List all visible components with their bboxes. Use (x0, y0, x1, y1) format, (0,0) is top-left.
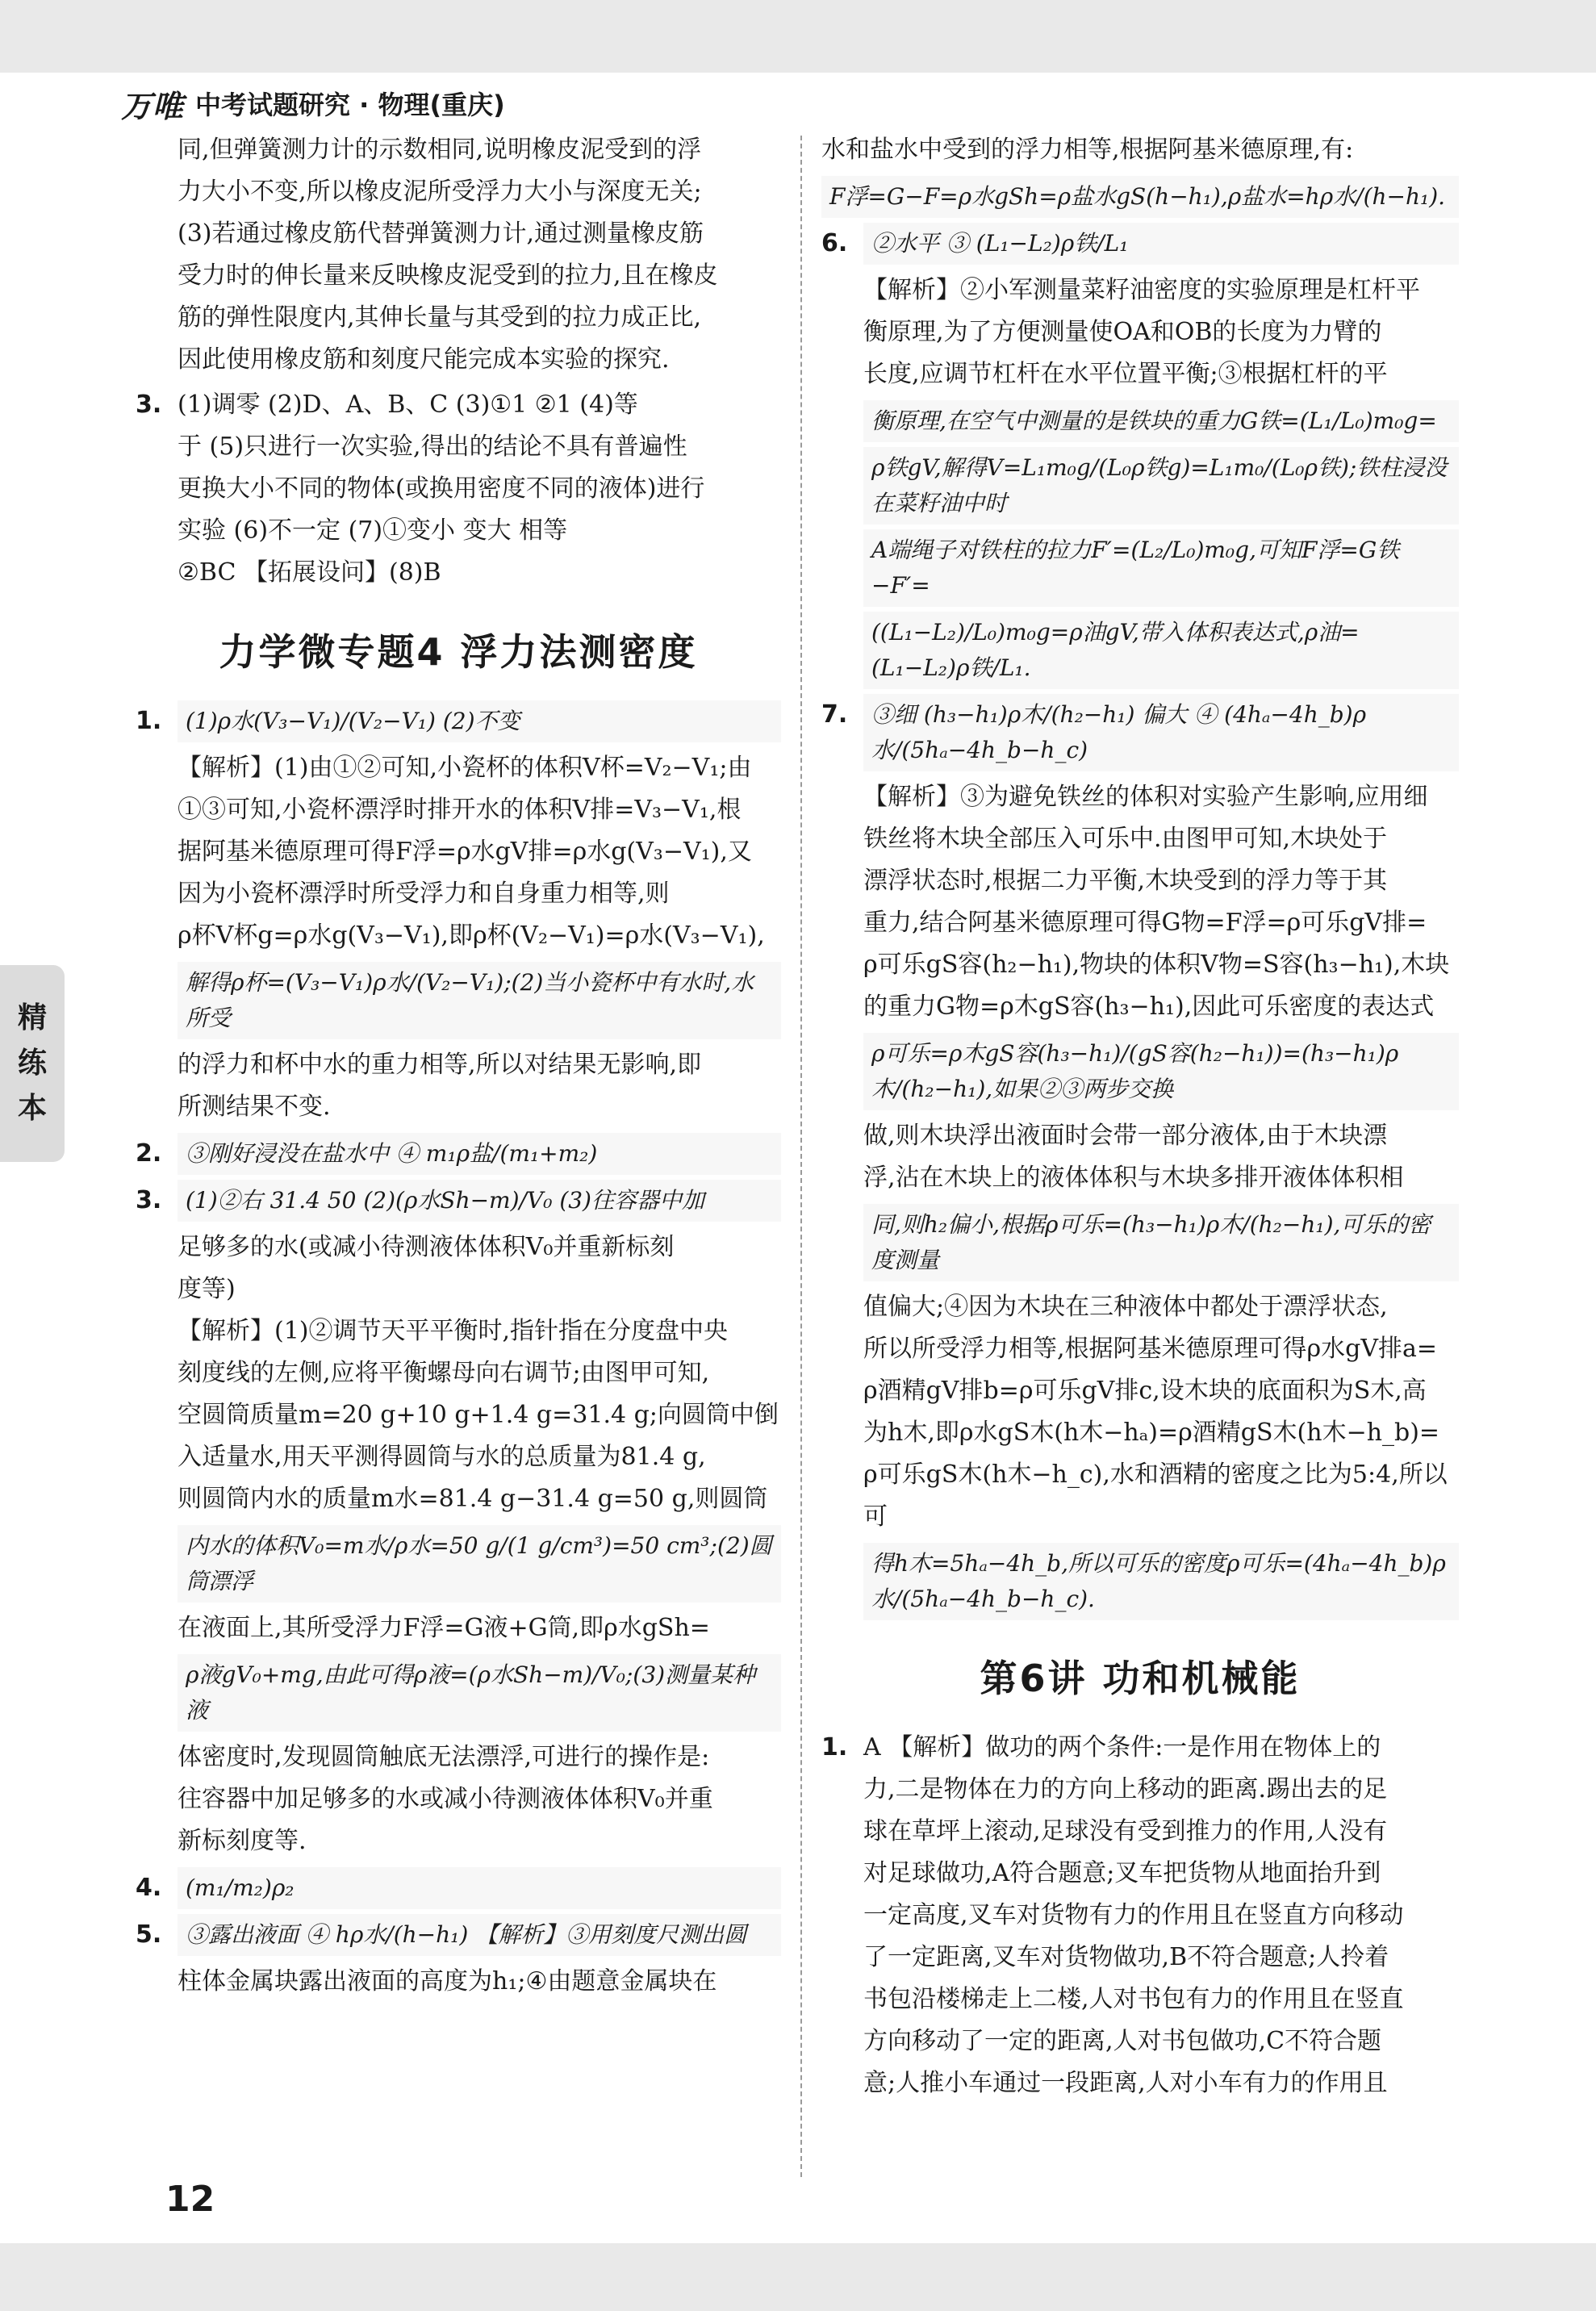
column-divider (800, 136, 802, 2177)
text-line: 的重力G物=ρ木gS容(h₃−h₁),因此可乐密度的表达式 (863, 993, 1435, 1021)
answer-item (136, 1914, 781, 2003)
continuation-text (178, 129, 781, 381)
text-line: 一定高度,叉车对货物有力的作用且在竖直方向移动 (863, 1901, 1404, 1929)
right-column (821, 129, 1459, 2108)
item-number: 4. (136, 1874, 162, 1902)
text-line: 的浮力和杯中水的重力相等,所以对结果无影响,即 (178, 1051, 702, 1079)
text-line: ρ杯V杯g=ρ水g(V₃−V₁),即ρ杯(V₂−V₁)=ρ水(V₃−V₁), (178, 921, 765, 950)
page-number: 12 (165, 2179, 215, 2220)
text-line: ρ可乐gS木(h木−h_c),水和酒精的密度之比为5:4,所以可 (863, 1461, 1448, 1531)
answer-item (136, 1180, 781, 1862)
formula-line: (1)②右 31.4 50 (2)(ρ水Sh−m)/V₀ (3)往容器中加 (178, 1180, 781, 1222)
formula-line: (m₁/m₂)ρ₂ (178, 1867, 781, 1909)
answer-item (821, 223, 1459, 689)
formula-line: ρ液gV₀+mg,由此可得ρ液=(ρ水Sh−m)/V₀;(3)测量某种液 (178, 1654, 781, 1732)
item-number: 3. (136, 1186, 162, 1214)
formula-line: 解得ρ杯=(V₃−V₁)ρ水/(V₂−V₁);(2)当小瓷杯中有水时,水所受 (178, 962, 781, 1039)
text-line: 足够多的水(或减小待测液体体积V₀并重新标刻 (178, 1233, 675, 1261)
item-number: 2. (136, 1139, 162, 1168)
text-line: ρ酒精gV排b=ρ可乐gV排c,设木块的底面积为S木,高 (863, 1377, 1427, 1405)
item-number: 1. (821, 1733, 848, 1761)
text-line: 度等) (178, 1275, 236, 1303)
formula-line: 同,则h₂偏小,根据ρ可乐=(h₃−h₁)ρ木/(h₂−h₁),可乐的密度测量 (863, 1204, 1459, 1281)
formula-line: 得h木=5hₐ−4h_b,所以可乐的密度ρ可乐=(4hₐ−4h_b)ρ水/(5hₐ−4h_b−h_c). (863, 1543, 1459, 1620)
text-line: ρ可乐gS容(h₂−h₁),物块的体积V物=S容(h₃−h₁),木块 (863, 951, 1450, 979)
section-title: 第6讲 功和机械能 (980, 1657, 1301, 1700)
section-title: 力学微专题4 浮力法测密度 (219, 630, 698, 674)
text-line: 书包沿楼梯走上二楼,人对书包有力的作用且在竖直 (863, 1985, 1404, 2013)
formula-line: (1)ρ水(V₃−V₁)/(V₂−V₁) (2)不变 (178, 700, 781, 742)
answer-item (821, 1727, 1459, 2104)
answer-item (136, 384, 781, 594)
text-line: (1)调零 (2)D、A、B、C (3)①1 ②1 (4)等 (178, 391, 638, 419)
text-line: 【解析】(1)②调节天平平衡时,指针指在分度盘中央 (178, 1317, 729, 1345)
answer-item (136, 1133, 781, 1175)
text-line: (3)若通过橡皮筋代替弹簧测力计,通过测量橡皮筋 (178, 219, 704, 248)
text-line: 值偏大;④因为木块在三种液体中都处于漂浮状态, (863, 1293, 1388, 1321)
text-line: 更换大小不同的物体(或换用密度不同的液体)进行 (178, 474, 705, 503)
text-line: 【解析】③为避免铁丝的体积对实验产生影响,应用细 (863, 783, 1428, 811)
side-tab (0, 965, 65, 1162)
text-line: 受力时的伸长量来反映橡皮泥受到的拉力,且在橡皮 (178, 261, 718, 290)
page-header (121, 84, 505, 123)
formula-line: ③刚好浸没在盐水中 ④ m₁ρ盐/(m₁+m₂) (178, 1133, 781, 1175)
item-number: 5. (136, 1920, 162, 1949)
text-line: 则圆筒内水的质量m水=81.4 g−31.4 g=50 g,则圆筒 (178, 1485, 768, 1513)
formula-line: ②水平 ③ (L₁−L₂)ρ铁/L₁ (863, 223, 1459, 265)
text-line: 所以所受浮力相等,根据阿基米德原理可得ρ水gV排a= (863, 1335, 1438, 1363)
item-number: 1. (136, 707, 162, 735)
item-number: 6. (821, 229, 848, 257)
text-line: 长度,应调节杠杆在水平位置平衡;③根据杠杆的平 (863, 360, 1388, 388)
item-number: 7. (821, 700, 848, 729)
text-line: 据阿基米德原理可得F浮=ρ水gV排=ρ水g(V₃−V₁),又 (178, 838, 752, 866)
formula-line: F浮=G−F=ρ水gSh=ρ盐水gS(h−h₁),ρ盐水=hρ水/(h−h₁). (821, 176, 1459, 218)
header-title: 中考试题研究 · 物理(重庆) (195, 90, 505, 120)
side-tab-char: 精 (17, 1001, 47, 1034)
text-line: 因为小瓷杯漂浮时所受浮力和自身重力相等,则 (178, 880, 670, 908)
text-line: 意;人推小车通过一段距离,人对小车有力的作用且 (863, 2069, 1388, 2097)
formula-line: A端绳子对铁柱的拉力F′=(L₂/L₀)m₀g,可知F浮=G铁−F′= (863, 529, 1459, 607)
text-line: 在液面上,其所受浮力F浮=G液+G筒,即ρ水gSh= (178, 1614, 710, 1642)
formula-line: ((L₁−L₂)/L₀)m₀g=ρ油gV,带入体积表达式,ρ油=(L₁−L₂)ρ铁/L₁. (863, 612, 1459, 689)
answer-item (136, 1867, 781, 1909)
text-line: 柱体金属块露出液面的高度为h₁;④由题意金属块在 (178, 1967, 717, 1995)
text-line: 力大小不变,所以橡皮泥所受浮力大小与深度无关; (178, 178, 702, 206)
left-column (136, 129, 781, 2006)
text-line: 往容器中加足够多的水或减小待测液体体积V₀并重 (178, 1785, 713, 1813)
text-line: 同,但弹簧测力计的示数相同,说明橡皮泥受到的浮 (178, 136, 702, 164)
text-line: 空圆筒质量m=20 g+10 g+1.4 g=31.4 g;向圆筒中倒 (178, 1401, 779, 1429)
text-line: 漂浮状态时,根据二力平衡,木块受到的浮力等于其 (863, 867, 1388, 895)
text-line: 筋的弹性限度内,其伸长量与其受到的拉力成正比, (178, 303, 702, 332)
formula-line: ③露出液面 ④ hρ水/(h−h₁) 【解析】③用刻度尺测出圆 (178, 1914, 781, 1956)
text-line: 浮,沾在木块上的液体体积与木块多排开液体体积相 (863, 1164, 1404, 1192)
text-line: 实验 (6)不一定 (7)①变小 变大 相等 (178, 516, 568, 545)
formula-line: ③细 (h₃−h₁)ρ木/(h₂−h₁) 偏大 ④ (4hₐ−4h_b)ρ水/(5hₐ−4h_b−h_c) (863, 694, 1459, 771)
text-line: ①③可知,小瓷杯漂浮时排开水的体积V排=V₃−V₁,根 (178, 796, 742, 824)
text-line: 体密度时,发现圆筒触底无法漂浮,可进行的操作是: (178, 1743, 710, 1771)
text-line: 【解析】②小军测量菜籽油密度的实验原理是杠杆平 (863, 276, 1420, 304)
text-line: 重力,结合阿基米德原理可得G物=F浮=ρ可乐gV排= (863, 909, 1427, 937)
item-number: 3. (136, 391, 162, 419)
text-line: 所测结果不变. (178, 1093, 331, 1121)
text-line: 为h木,即ρ水gS木(h木−hₐ)=ρ酒精gS木(h木−h_b)= (863, 1419, 1440, 1447)
text-line: 做,则木块浮出液面时会带一部分液体,由于木块漂 (863, 1122, 1388, 1150)
answer-item (821, 694, 1459, 1620)
text-line: ②BC 【拓展设问】(8)B (178, 558, 441, 587)
text-line: 因此使用橡皮筋和刻度尺能完成本实验的探究. (178, 345, 670, 374)
side-tab-char: 本 (17, 1092, 47, 1125)
continuation-text (821, 129, 1459, 218)
text-line: 方向移动了一定的距离,人对书包做功,C不符合题 (863, 2027, 1382, 2055)
answer-item (136, 700, 781, 1128)
formula-line: ρ铁gV,解得V=L₁m₀g/(L₀ρ铁g)=L₁m₀/(L₀ρ铁);铁柱浸没在菜籽油中时 (863, 447, 1459, 524)
text-line: 水和盐水中受到的浮力相等,根据阿基米德原理,有: (821, 136, 1354, 164)
brand-logo: 万唯 (121, 88, 185, 124)
text-line: 于 (5)只进行一次实验,得出的结论不具有普遍性 (178, 433, 687, 461)
text-line: A 【解析】做功的两个条件:一是作用在物体上的 (863, 1733, 1381, 1761)
text-line: 对足球做功,A符合题意;叉车把货物从地面抬升到 (863, 1859, 1381, 1887)
text-line: 入适量水,用天平测得圆筒与水的总质量为81.4 g, (178, 1443, 706, 1471)
formula-line: ρ可乐=ρ木gS容(h₃−h₁)/(gS容(h₂−h₁))=(h₃−h₁)ρ木/(h₂−h₁),如果②③两步交换 (863, 1033, 1459, 1110)
formula-line: 内水的体积V₀=m水/ρ水=50 g/(1 g/cm³)=50 cm³;(2)圆筒漂浮 (178, 1525, 781, 1603)
text-line: 【解析】(1)由①②可知,小瓷杯的体积V杯=V₂−V₁;由 (178, 754, 752, 782)
formula-line: 衡原理,在空气中测量的是铁块的重力G铁=(L₁/L₀)m₀g= (863, 400, 1459, 442)
text-line: 了一定距离,叉车对货物做功,B不符合题意;人拎着 (863, 1943, 1389, 1971)
text-line: 球在草坪上滚动,足球没有受到推力的作用,人没有 (863, 1817, 1388, 1845)
text-line: 新标刻度等. (178, 1827, 307, 1855)
text-line: 刻度线的左侧,应将平衡螺母向右调节;由图甲可知, (178, 1359, 710, 1387)
text-line: 衡原理,为了方便测量使OA和OB的长度为力臂的 (863, 318, 1382, 346)
text-line: 铁丝将木块全部压入可乐中.由图甲可知,木块处于 (863, 825, 1388, 853)
text-line: 力,二是物体在力的方向上移动的距离.踢出去的足 (863, 1775, 1388, 1803)
side-tab-char: 练 (17, 1047, 47, 1080)
